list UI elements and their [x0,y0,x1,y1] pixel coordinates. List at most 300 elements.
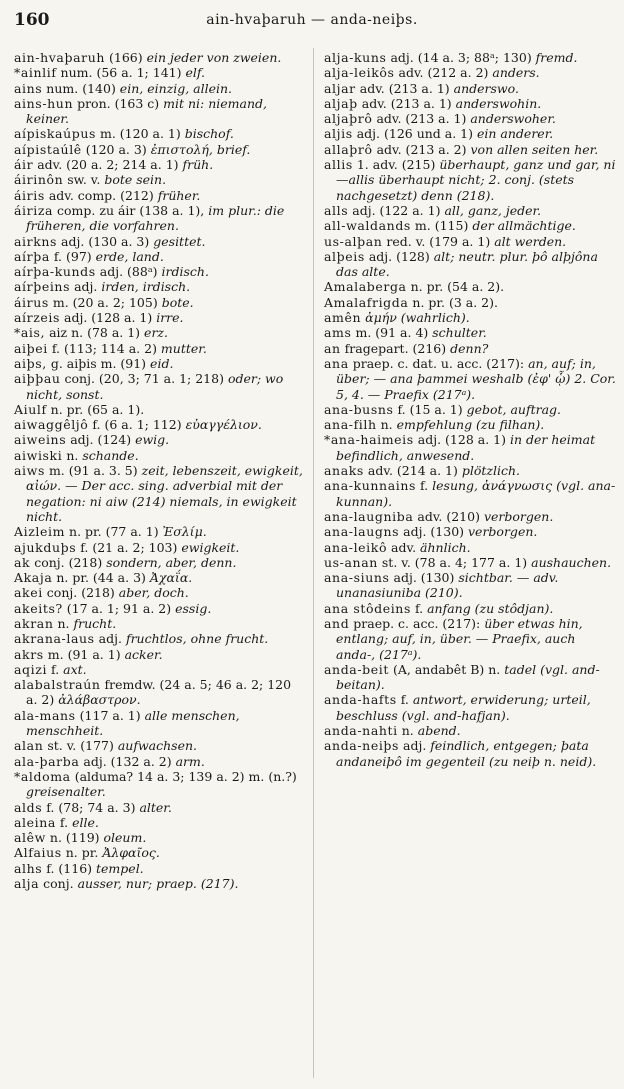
entry-grammar: f. (97) [49,248,96,264]
entry-grammar: m. (91 a. 3. 5) [44,463,142,479]
entry-grammar: m. (91 a. 4) [351,325,433,341]
entry-headword: ana-kunnains [324,478,417,494]
entry-definition: anderswoher. [470,111,556,127]
entry-headword: anda-beit [324,661,390,677]
entry-grammar: st. v. (78 a. 4; 177 a. 1) [377,554,532,570]
entry-grammar: adv. (20 a. 2; 214 a. 1) [33,157,183,173]
entry-definition: verborgen. [483,508,554,524]
entry-grammar: adj. (126 und a. 1) [352,126,477,142]
entry-headword: ana-leikô [324,539,388,555]
entry-grammar: praep. c. acc. (217): [349,615,485,631]
dictionary-entry [14,708,306,739]
entry-grammar: f. (116) [42,860,97,876]
dictionary-entry [14,157,306,172]
entry-definition: elle. [72,814,99,830]
entry-grammar: n. pr. (3 a. 2). [408,294,498,310]
entry-grammar: f. (15 a. 1) [393,401,467,417]
entry-headword: aírzeis [14,310,61,326]
dictionary-entry [14,295,306,310]
entry-headword: akeits? [14,600,63,616]
entry-definition: eid. [150,355,174,371]
dictionary-entry [14,585,306,600]
entry-headword: akrana-laus [14,631,95,647]
dictionary-entry [14,769,306,800]
entry-headword: Amalaberga [324,279,407,295]
dictionary-entry [324,65,616,80]
entry-headword: Aizleim [14,524,66,540]
entry-headword: ak [14,554,31,570]
entry-headword: alêw [14,830,46,846]
entry-definition: εὐαγγέλιον. [185,417,262,433]
dictionary-entry [324,402,616,417]
entry-grammar: g. aiþis m. (91) [46,355,151,371]
entry-grammar: (A, andabêt B) n. [389,661,505,677]
entry-grammar: adj. (122 a. 1) [348,202,445,218]
dictionary-entry [14,815,306,830]
entry-grammar: (166) [105,50,147,65]
entry-headword: akran [14,615,54,631]
entry-definition: ewigkeit. [181,539,240,555]
entry-definition: irre. [156,310,184,326]
dictionary-entry [14,555,306,570]
dictionary-entry [14,50,306,65]
entry-definition: essig. [175,600,212,616]
entry-headword: aiþs, [14,355,47,371]
entry-headword: ains-hun [14,95,74,111]
dictionary-entry [14,341,306,356]
entry-grammar: f. (78; 74 a. 3) [42,799,140,815]
entry-grammar: n. pr. [61,845,103,861]
entry-definition: alt; neutr. plur. þô alþjôna das alte. [336,248,598,280]
dictionary-entry [14,81,306,96]
entry-headword: akei [14,585,43,601]
entry-definition: verborgen. [468,524,538,540]
entry-grammar: aiz n. (78 a. 1) [45,325,145,341]
entry-headword: ajukduþs [14,539,77,555]
entry-grammar: num. (140) [42,80,120,96]
dictionary-entry [324,126,616,141]
dictionary-entry [14,172,306,187]
entry-definition: aufwachsen. [117,738,198,754]
entry-headword: aiwiski [14,447,63,463]
entry-headword: ana-laugniba [324,508,414,524]
entry-definition: überhaupt, ganz und gar, ni—allis überhaupt nicht; 2. conj. (stets nachgesetzt) denn (218). [336,157,616,203]
dictionary-entry [324,81,616,96]
dictionary-entry [14,677,306,708]
dictionary-entry [14,738,306,753]
dictionary-entry [324,417,616,432]
dictionary-entry [14,279,306,294]
dictionary-entry [14,310,306,325]
entry-grammar: f. (6 a. 1; 112) [88,417,186,433]
dictionary-entry [14,662,306,677]
entry-headword: ana-filh [324,417,377,433]
entry-headword: us-alþan [324,233,383,249]
entry-grammar: (120 a. 3) [81,141,151,157]
entry-headword: alls [324,202,349,218]
entry-definition: über etwas hin, entlang; auf, in, über. — Praefix, auch anda-, (217ᵃ). [336,615,583,662]
entry-headword: aírþa [14,248,50,264]
entry-definition: erde, land. [95,248,164,264]
entry-definition: ausser, nur; praep. (217). [77,876,239,892]
dictionary-entry [324,341,616,356]
entry-definition: schulter. [432,325,487,341]
entry-headword: ams [324,325,352,341]
left-column [14,50,306,891]
dictionary-entry [14,647,306,662]
dictionary-entry [14,845,306,860]
entry-headword: aípistaúlê [14,141,82,157]
entry-grammar: f. [47,661,64,677]
dictionary-entry [324,601,616,616]
dictionary-entry [324,295,616,310]
entry-definition: anfang (zu stôdjan). [427,600,554,616]
entry-headword: ana-busns [324,401,394,417]
entry-grammar: adj. [399,738,431,754]
entry-definition: elf. [185,65,206,81]
dictionary-entry [324,249,616,280]
entry-headword: Alfaius [14,845,62,861]
entry-grammar: 1. adv. (215) [352,157,440,173]
entry-headword: aqizi [14,661,48,677]
entry-definition: sondern, aber, denn. [106,554,237,570]
entry-grammar: pron. (163 c) [73,95,164,111]
dictionary-entry [324,570,616,601]
entry-grammar: conj. (218) [42,585,119,601]
entry-definition: ewig. [135,432,170,448]
dictionary-entry [14,264,306,279]
entry-grammar: f. (113; 114 a. 2) [47,340,161,356]
entry-headword: aírþa-kunds [14,264,96,280]
entry-definition: greisenalter. [26,784,106,800]
dictionary-entry [324,310,616,325]
entry-definition: gesittet. [153,233,206,249]
entry-definition: von allen seiten her. [470,141,599,157]
entry-headword: *ana-haimeis [324,432,414,448]
dictionary-entry [14,126,306,141]
entry-grammar: n. [62,447,83,463]
right-column [324,50,616,769]
entry-grammar: adj. (130) [399,524,468,540]
entry-grammar: adv. [387,539,421,555]
entry-definition: mutter. [160,340,207,356]
entry-definition: oleum. [103,830,147,846]
entry-headword: alabalstraún [14,677,101,693]
entry-definition: bischof. [184,126,234,142]
entry-definition: erz. [144,325,168,341]
dictionary-entry [324,142,616,157]
entry-grammar: adj. (128 a. 1) [60,310,157,326]
entry-headword: aljis [324,126,353,142]
entry-headword: áirinôn [14,172,64,188]
entry-definition: ein anderer. [477,126,554,142]
entry-headword: anda-hafts [324,692,397,708]
entry-definition: anderswo. [453,80,519,96]
dictionary-entry [14,601,306,616]
entry-definition: Ἀχαΐα. [149,570,193,586]
entry-grammar: m. (115) [410,218,473,234]
entry-definition: anderswohin. [455,95,542,111]
entry-headword: aljaþ [324,95,358,111]
entry-definition: in der heimat befindlich, anwesend. [336,432,596,463]
page-number: 160 [14,10,50,30]
entry-headword: ana-laugns [324,524,400,540]
entry-grammar: adj. (124) [66,432,136,448]
entry-headword: anda-nahti [324,723,398,739]
entry-headword: airkns [14,233,58,249]
entry-grammar: adv. (213 a. 1) [372,111,471,127]
entry-grammar: adj. (130) [389,570,459,586]
entry-grammar: adj. (14 a. 3; 88ᵃ; 130) [386,50,536,65]
dictionary-entry [14,432,306,447]
dictionary-entry [14,616,306,631]
entry-grammar: f. (21 a. 2; 103) [76,539,182,555]
entry-definition: ἐπιστολή, brief. [150,141,251,157]
entry-headword: aiþei [14,340,48,356]
entry-grammar: adv. (213 a. 2) [372,141,471,157]
entry-grammar: adj. (128 a. 1) [413,432,510,448]
dictionary-entry [14,448,306,463]
entry-definition: aushauchen. [531,554,612,570]
entry-grammar: adj. [94,631,126,647]
entry-headword: ala-þarba [14,753,80,769]
entry-definition: an, auf; in, über; — ana þammei weshalb (ἐφ' ᾧ) 2. Cor. 5, 4. — Praefix (217ᵃ). [336,355,616,402]
entry-grammar: praep. c. dat. u. acc. (217): [348,355,529,371]
entry-grammar: conj. (218) [30,554,107,570]
entry-definition: sichtbar. — adv. unanasiuniba (210). [336,570,559,601]
entry-definition: schande. [82,447,139,463]
dictionary-entry [14,876,306,891]
entry-definition: oder; wo nicht, sonst. [26,371,284,402]
entry-definition: ἀμήν (wahrlich). [365,310,470,326]
entry-definition: tempel. [96,860,144,876]
entry-grammar: m. (20 a. 2; 105) [48,294,162,310]
entry-headword: áirus [14,294,49,310]
dictionary-entry [324,157,616,203]
entry-grammar: n. [397,723,418,739]
entry-definition: bote. [161,294,194,310]
entry-definition: acker. [124,646,163,662]
entry-definition: anders. [492,65,540,81]
entry-grammar: (alduma? 14 a. 3; 139 a. 2) m. (n.?) [70,768,297,784]
dictionary-entry [324,325,616,340]
entry-headword: aiwaggêljô [14,417,89,433]
entry-grammar: f. [396,692,413,708]
entry-headword: anaks [324,463,364,479]
entry-definition: alt werden. [494,233,567,249]
entry-grammar: adv. (213 a. 1) [357,95,456,111]
entry-headword: allis [324,157,353,173]
entry-grammar: n. pr. (65 a. 1). [46,401,145,417]
entry-grammar: fremdw. (24 a. 5; 46 a. 2; 120 a. 2) [26,677,292,708]
entry-headword: aleina [14,814,56,830]
dictionary-entry [14,402,306,417]
entry-grammar: n. pr. (77 a. 1) [65,524,163,540]
entry-grammar: f. [416,478,433,494]
entry-grammar: adv. (212 a. 2) [394,65,493,81]
entry-headword: ains [14,80,43,96]
entry-headword: an [324,340,341,356]
dictionary-entry [14,800,306,815]
dictionary-entry [324,96,616,111]
entry-definition: Ἐσλίμ. [162,524,207,540]
entry-grammar: n. pr. (54 a. 2). [406,279,505,295]
entry-headword: alja-leikôs [324,65,395,81]
entry-headword: ain-hvaþaruh [14,50,106,65]
dictionary-entry [14,65,306,80]
entry-definition: fruchtlos, ohne frucht. [125,631,269,647]
dictionary-entry [14,417,306,432]
entry-grammar: n. [376,417,397,433]
entry-headword: alja [14,876,40,892]
entry-headword: aípiskaúpus [14,126,97,142]
entry-grammar: fragepart. (216) [340,340,451,356]
dictionary-entry [324,50,616,65]
entry-headword: Akaja [14,570,53,586]
dictionary-entry [14,249,306,264]
entry-headword: aírþeins [14,279,71,295]
entry-grammar: adj. [70,279,102,295]
dictionary-entry [324,692,616,723]
entry-definition: antwort, erwiderung; urteil, beschluss (vgl. and-hafjan). [336,692,591,723]
entry-grammar: comp. zu áir (138 a. 1), [53,202,209,218]
dictionary-entry [14,754,306,769]
entry-headword: alja-kuns [324,50,387,65]
dictionary-entry [324,555,616,570]
entry-definition: frucht. [73,615,117,631]
dictionary-entry [14,524,306,539]
entry-grammar: adj. (130 a. 3) [57,233,154,249]
entry-definition: ähnlich. [420,539,471,555]
entry-headword: Aiulf [14,401,47,417]
entry-grammar: adj. (88ᵃ) [95,264,162,280]
entry-definition: früher. [157,187,201,203]
entry-definition: lesung, ἀνάγνωσις (vgl. ana-kunnan). [336,478,616,509]
dictionary-entry [324,524,616,539]
entry-headword: aiweins [14,432,67,448]
dictionary-entry [14,325,306,340]
dictionary-entry [324,463,616,478]
entry-definition: feindlich, entgegen; þata andaneiþô im gegenteil (zu neiþ n. neid). [336,738,597,769]
entry-definition: zeit, lebenszeit, ewigkeit, αἰών. — Der acc. sing. adverbial mit der negation: ni aiw (214) niemals, in ewigkeit nicht. [26,463,303,524]
entry-grammar: st. v. (177) [43,738,118,754]
dictionary-entry [324,723,616,738]
entry-grammar: (17 a. 1; 91 a. 2) [62,600,176,616]
entry-headword: áiriza [14,202,54,218]
entry-headword: anda-neiþs [324,738,400,754]
entry-definition: plötzlich. [461,463,520,479]
entry-headword: ana-siuns [324,570,390,586]
entry-grammar: adv. (214 a. 1) [363,463,462,479]
dictionary-entry [324,432,616,463]
dictionary-entry [14,371,306,402]
entry-definition: aber, doch. [118,585,189,601]
entry-grammar: n. (119) [45,830,104,846]
dictionary-entry [324,234,616,249]
entry-grammar: (117 a. 1) [75,707,145,723]
dictionary-entry [324,356,616,402]
entry-definition: ein, einzig, allein. [119,80,233,96]
entry-grammar: adv. (210) [413,508,484,524]
entry-definition: axt. [63,661,87,677]
entry-definition: irden, irdisch. [101,279,191,295]
entry-grammar: adj. (132 a. 2) [79,753,176,769]
entry-grammar: adv. comp. (212) [44,187,158,203]
column-divider [313,48,314,1078]
entry-headword: us-anan [324,554,378,570]
entry-definition: im plur.: die früheren, die vorfahren. [26,202,285,234]
entry-grammar: conj. [39,876,78,892]
entry-headword: and [324,615,350,631]
dictionary-entry [324,509,616,524]
dictionary-entry [14,463,306,524]
entry-headword: alan [14,738,44,754]
entry-headword: áir [14,157,34,173]
dictionary-entry [14,861,306,876]
dictionary-entry [324,662,616,693]
dictionary-entry [324,738,616,769]
entry-definition: all, ganz, jeder. [444,202,542,218]
entry-grammar: f. [410,600,428,616]
entry-grammar: n. pr. (44 a. 3) [52,570,150,586]
entry-definition: fremd. [535,50,578,65]
running-head: ain-hvaþaruh — anda-neiþs. [206,12,418,28]
entry-headword: aiws [14,463,45,479]
entry-definition: ἀλάβαστρον. [58,692,141,708]
dictionary-entry [14,203,306,234]
entry-grammar: m. (91 a. 1) [43,646,125,662]
entry-headword: áiris [14,187,45,203]
dictionary-entry [14,540,306,555]
entry-headword: alþeis [324,248,365,264]
entry-grammar: f. [55,814,73,830]
entry-headword: aljar [324,80,356,96]
dictionary-entry [14,631,306,646]
entry-grammar: num. (56 a. 1; 141) [56,65,186,81]
dictionary-entry [14,570,306,585]
dictionary-entry [324,203,616,218]
entry-headword: amên [324,310,362,326]
dictionary-entry [14,188,306,203]
entry-definition: ein jeder von zweien. [146,50,282,65]
entry-headword: aljaþrô [324,111,373,127]
dictionary-entry [324,279,616,294]
dictionary-entry [14,356,306,371]
entry-definition: der allmächtige. [472,218,576,234]
entry-grammar: conj. (20, 3; 71 a. 1; 218) [60,371,228,387]
dictionary-entry [14,96,306,127]
entry-grammar: m. (120 a. 1) [96,126,185,142]
dictionary-entry [14,234,306,249]
entry-headword: alhs [14,860,43,876]
entry-definition: alter. [139,799,172,815]
dictionary-entry [324,478,616,509]
dictionary-entry [14,830,306,845]
dictionary-entry [14,142,306,157]
entry-headword: *ais, [14,325,46,341]
entry-definition: mit ni: niemand, keiner. [26,95,267,127]
dictionary-entry [324,616,616,662]
entry-definition: gebot, auftrag. [466,401,562,417]
entry-grammar: n. [53,615,74,631]
dictionary-entry [324,111,616,126]
entry-grammar: adj. (128) [364,248,434,264]
entry-headword: *aldoma [14,768,71,784]
entry-headword: ana [324,355,349,371]
entry-definition: früh. [182,157,214,173]
entry-headword: ala-mans [14,707,76,723]
entry-headword: *ainlif [14,65,57,81]
